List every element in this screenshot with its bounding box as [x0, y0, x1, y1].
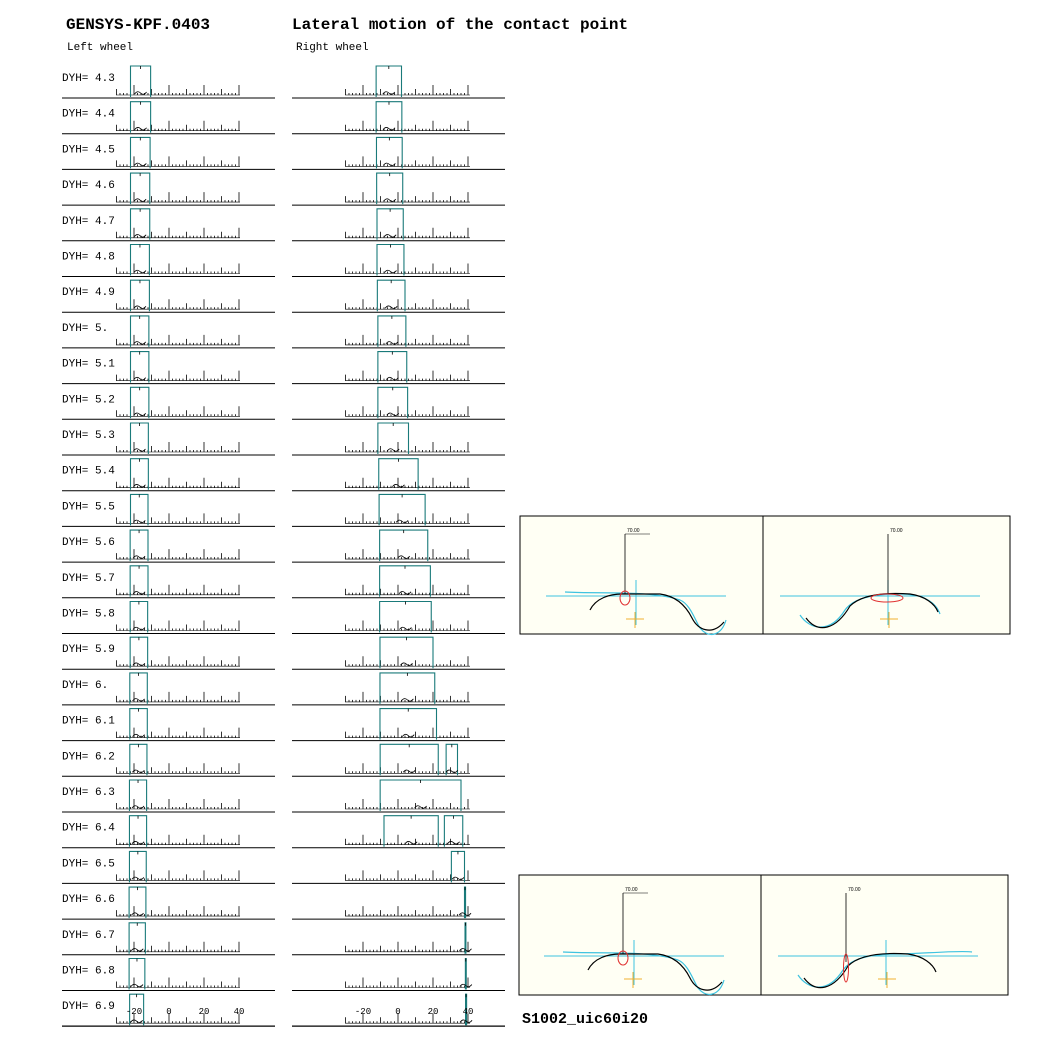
left-contact-bracket: [131, 209, 150, 240]
left-contact-glyph: [133, 627, 145, 630]
dyh-label: DYH= 6.: [62, 679, 109, 692]
right-contact-glyph: [386, 377, 398, 380]
detail-panel-top-frame: [520, 516, 1010, 634]
left-contact-bracket: [130, 566, 148, 597]
program-title: GENSYS-KPF.0403: [66, 16, 211, 34]
right-contact-glyph: [401, 699, 413, 702]
right-contact-glyph: [387, 413, 399, 416]
dyh-label: DYH= 4.6: [62, 180, 115, 193]
right-contact-bracket: [444, 816, 462, 847]
left-contact-glyph: [133, 520, 145, 523]
dyh-label: DYH= 5.7: [62, 572, 115, 585]
dyh-label: DYH= 6.7: [62, 929, 115, 942]
dyh-label: DYH= 6.6: [62, 894, 115, 907]
dyh-label: DYH= 5.9: [62, 644, 115, 657]
left-x-tick-label: 40: [233, 1007, 245, 1017]
dyh-label: DYH= 6.1: [62, 715, 115, 728]
right-contact-bracket: [377, 280, 405, 311]
left-contact-bracket: [131, 316, 149, 347]
left-contact-glyph: [133, 592, 145, 595]
right-contact-bracket: [380, 637, 433, 668]
left-contact-bracket: [131, 387, 149, 418]
detail-panel-bottom: [519, 875, 1008, 995]
left-contact-glyph: [134, 413, 146, 416]
right-contact-glyph: [446, 770, 458, 773]
dyh-label: DYH= 6.9: [62, 1001, 115, 1014]
dyh-label: DYH= 4.5: [62, 144, 115, 157]
dyh-label: DYH= 6.5: [62, 858, 115, 871]
dyh-label: DYH= 5.1: [62, 358, 115, 371]
dyh-label: DYH= 5.4: [62, 465, 115, 478]
right-contact-glyph: [415, 806, 427, 809]
right-contact-glyph: [383, 163, 395, 166]
left-contact-bracket: [131, 137, 151, 168]
chart-title: Lateral motion of the contact point: [292, 16, 629, 34]
left-contact-bracket: [131, 352, 149, 383]
left-x-tick-label: 0: [166, 1007, 172, 1017]
left-contact-glyph: [133, 484, 145, 487]
left-contact-glyph: [134, 342, 146, 345]
right-contact-bracket: [380, 530, 428, 561]
detail-value-bottom-right: 70.00: [848, 887, 861, 893]
dyh-label: DYH= 5.8: [62, 608, 115, 621]
profile-name-label: S1002_uic60i20: [522, 1011, 649, 1028]
detail-panel-top: [520, 516, 1010, 634]
detail-value-bottom-left: 70.00: [625, 887, 638, 893]
dyh-label: DYH= 5.3: [62, 430, 115, 442]
dyh-label: DYH= 4.8: [62, 251, 115, 264]
right-contact-glyph: [398, 556, 410, 559]
left-contact-glyph: [131, 1020, 143, 1023]
right-contact-bracket: [377, 209, 403, 240]
right-contact-bracket: [384, 816, 438, 847]
left-contact-bracket: [131, 102, 151, 133]
left-contact-glyph: [133, 449, 145, 452]
right-contact-bracket: [377, 245, 404, 276]
ladder-plots: [62, 66, 505, 1026]
left-contact-bracket: [131, 423, 149, 454]
detail-value-top-right: 70.00: [890, 528, 903, 534]
detail-value-top-left: 70.00: [627, 528, 640, 534]
dyh-label: DYH= 4.4: [62, 108, 115, 121]
left-contact-bracket: [131, 173, 150, 204]
right-contact-glyph: [383, 92, 395, 95]
right-contact-bracket: [380, 709, 437, 740]
left-contact-bracket: [131, 66, 151, 97]
right-x-tick-label: 0: [395, 1007, 401, 1017]
right-contact-bracket: [380, 744, 438, 775]
right-contact-glyph: [383, 127, 395, 130]
left-wheel-label: Left wheel: [67, 42, 134, 54]
right-contact-bracket: [380, 780, 461, 811]
right-contact-bracket: [380, 566, 431, 597]
right-contact-glyph: [384, 199, 396, 202]
dyh-label: DYH= 6.4: [62, 822, 115, 835]
dyh-label: DYH= 5.5: [62, 501, 115, 514]
dyh-label: DYH= 4.7: [62, 215, 115, 228]
left-contact-bracket: [131, 280, 150, 311]
left-contact-glyph: [133, 556, 145, 559]
left-contact-glyph: [133, 663, 145, 666]
dyh-label: DYH= 4.3: [62, 73, 115, 85]
right-x-tick-label: 20: [427, 1007, 439, 1017]
right-wheel-label: Right wheel: [296, 42, 369, 54]
dyh-label: DYH= 6.8: [62, 965, 115, 978]
dyh-label: DYH= 5.6: [62, 537, 115, 550]
left-contact-bracket: [131, 459, 149, 490]
right-contact-bracket: [379, 459, 418, 490]
dyh-label: DYH= 4.9: [62, 287, 115, 300]
right-contact-bracket: [378, 352, 407, 383]
dyh-label: DYH= 5.: [62, 322, 109, 335]
left-x-tick-label: -20: [125, 1007, 143, 1017]
right-x-tick-label: -20: [354, 1007, 372, 1017]
right-contact-bracket: [379, 494, 425, 525]
dyh-label: DYH= 5.2: [62, 394, 115, 407]
right-contact-bracket: [378, 423, 409, 454]
right-contact-glyph: [400, 663, 412, 666]
left-contact-bracket: [130, 530, 148, 561]
left-contact-glyph: [134, 377, 146, 380]
right-contact-bracket: [378, 316, 406, 347]
right-contact-glyph: [387, 449, 399, 452]
left-x-tick-label: 20: [198, 1007, 210, 1017]
dyh-label: DYH= 6.3: [62, 787, 115, 799]
right-contact-bracket: [380, 673, 435, 704]
right-contact-bracket: [380, 602, 432, 633]
right-contact-bracket: [378, 387, 408, 418]
left-contact-bracket: [131, 245, 150, 276]
right-x-tick-label: 40: [462, 1007, 474, 1017]
dyh-label: DYH= 6.2: [62, 751, 115, 764]
detail-panel-bottom-frame: [519, 875, 1008, 995]
